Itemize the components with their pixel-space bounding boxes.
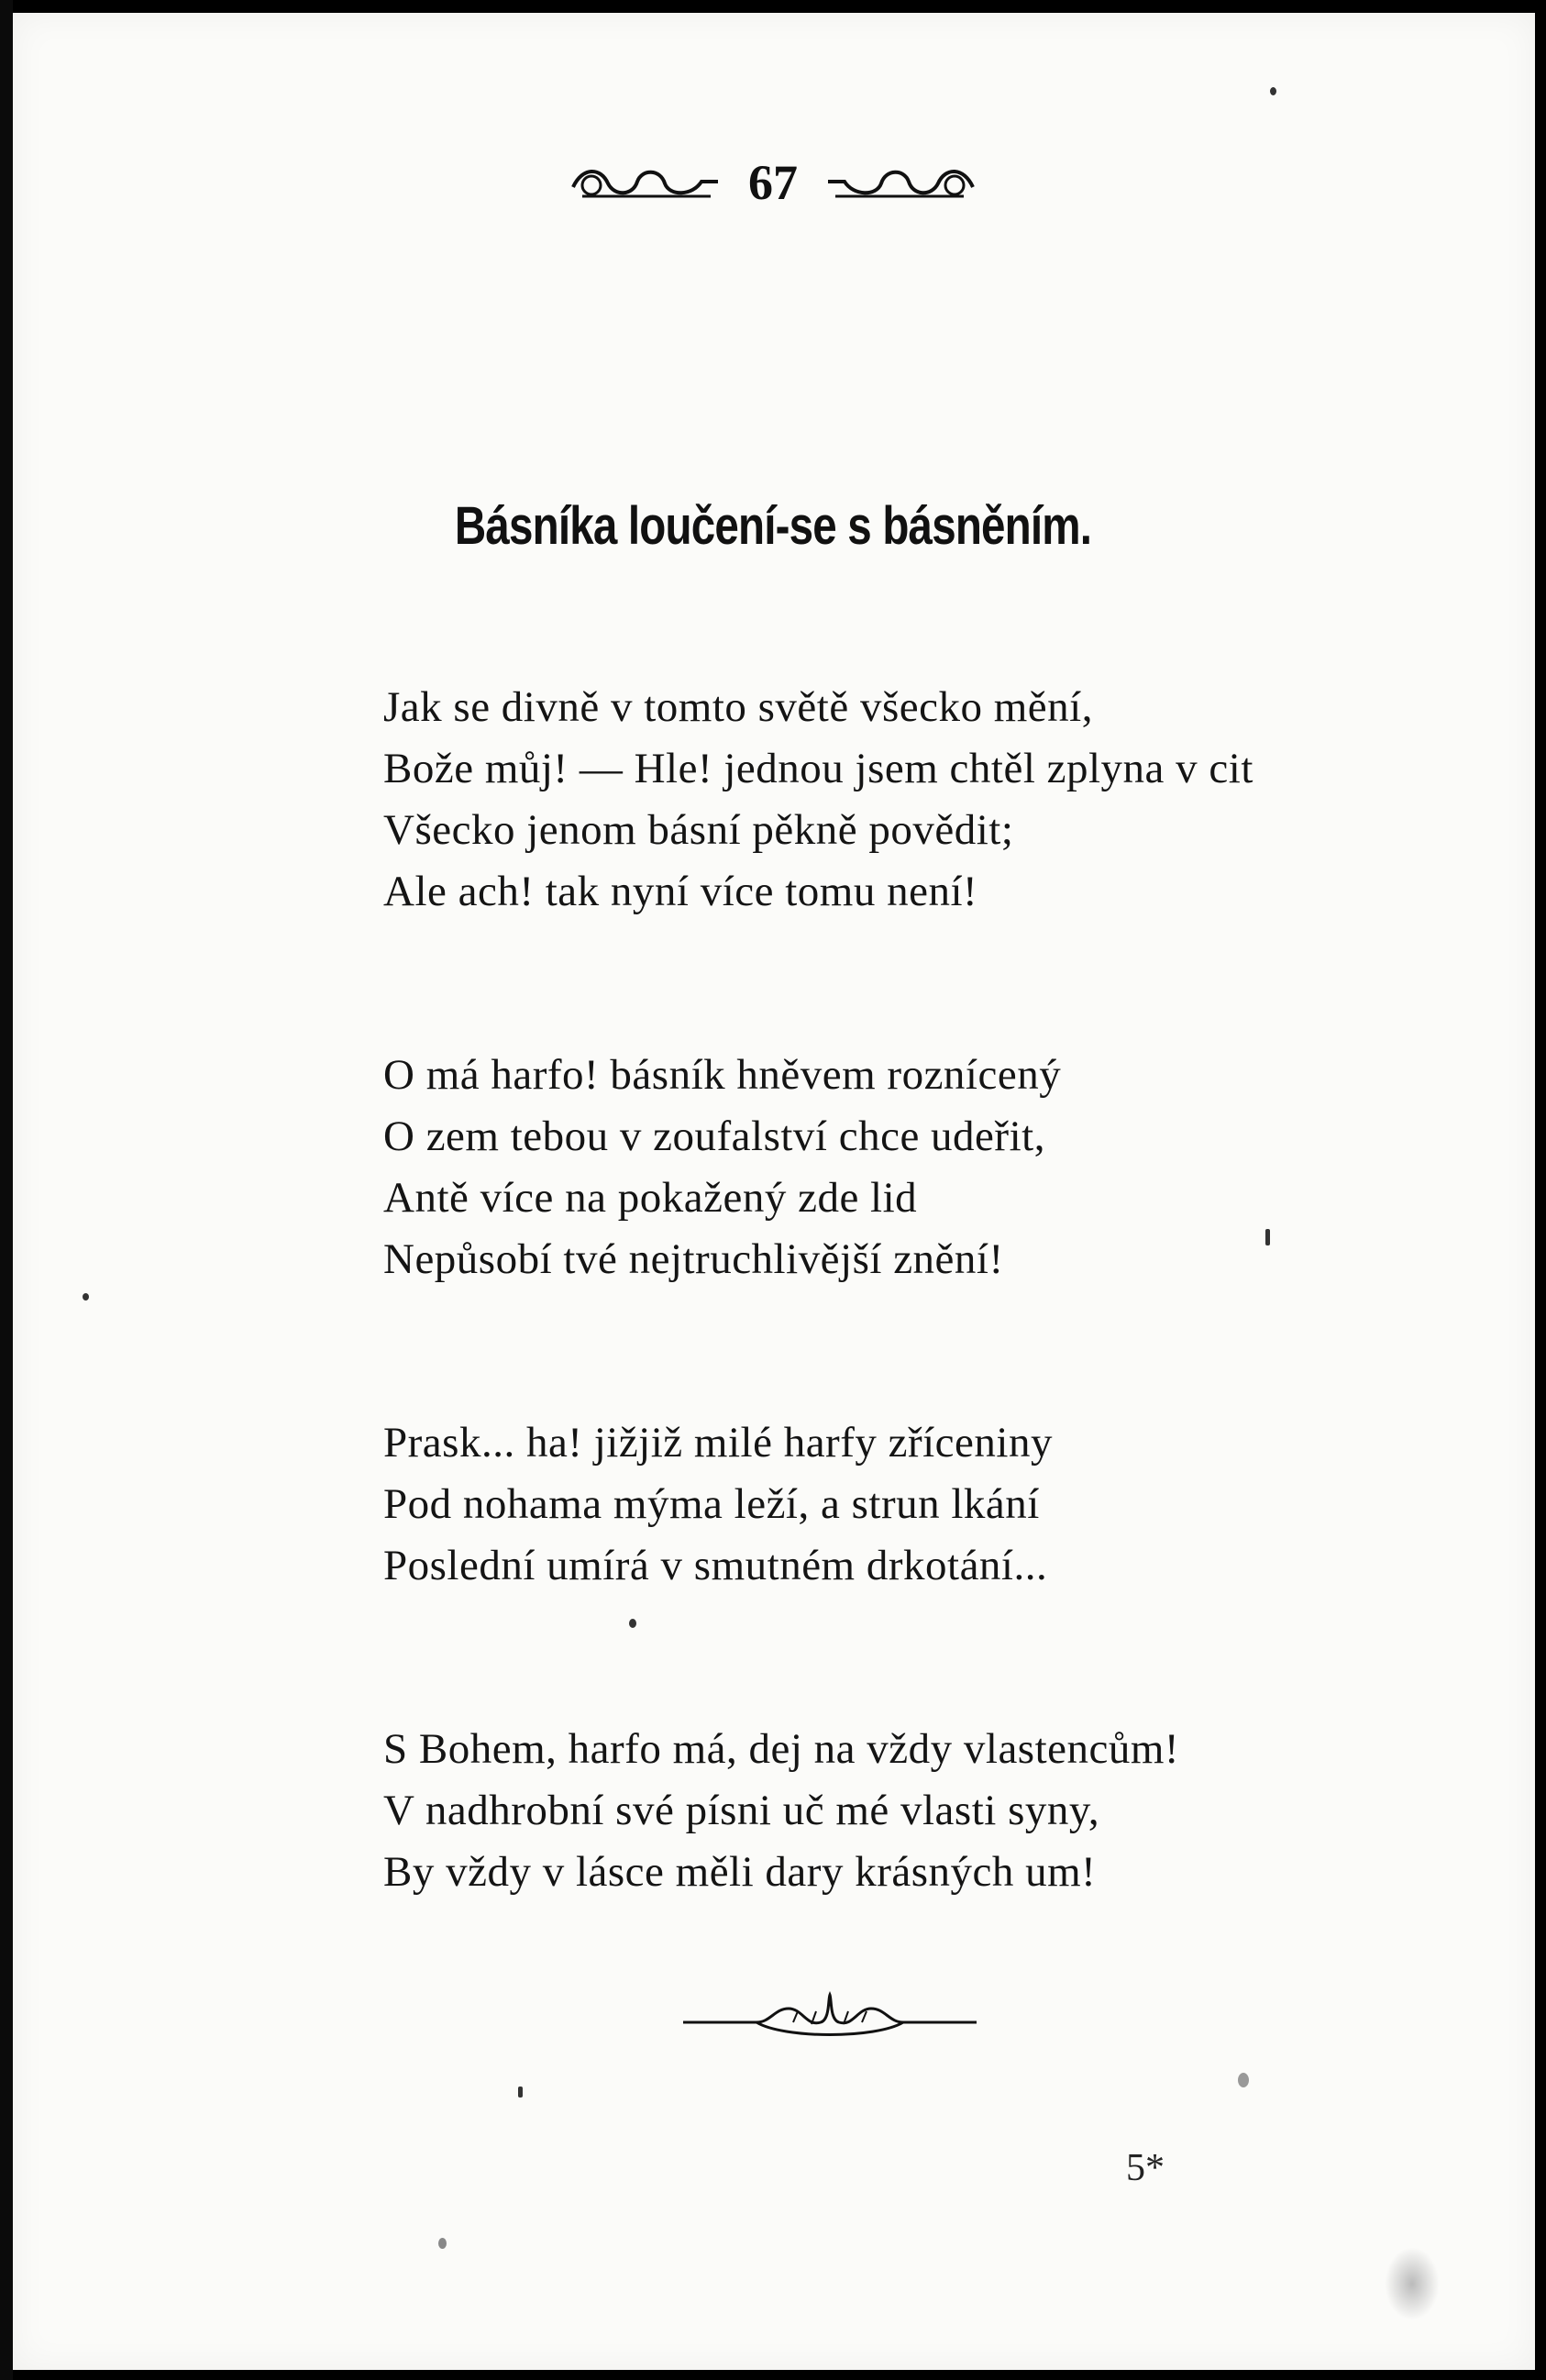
- verse-line: O má harfo! básník hněvem roznícený: [383, 1051, 1062, 1099]
- verse-line: Bože můj! — Hle! jednou jsem chtěl zplyna v cit: [383, 745, 1253, 792]
- page-number: 67: [748, 155, 798, 210]
- verse-line: Pod nohama mýma leží, a strun lkání: [383, 1480, 1040, 1528]
- paper-speck: [438, 2238, 447, 2249]
- verse-line: Všecko jenom básní pěkně povědit;: [383, 806, 1014, 854]
- left-ornament-icon: [564, 160, 724, 205]
- signature-mark: 5*: [1126, 2147, 1165, 2189]
- right-ornament-icon: [822, 160, 982, 205]
- verse-line: O zem tebou v zoufalství chce udeřit,: [383, 1113, 1045, 1160]
- paper-speck: [1385, 2247, 1440, 2320]
- verse-line: Poslední umírá v smutném drkotání...: [383, 1542, 1048, 1589]
- verse-line: Antě více na pokažený zde lid: [383, 1174, 918, 1222]
- verse-line: S Bohem, harfo má, dej na vždy vlastencům!: [383, 1725, 1180, 1773]
- paper-speck: [518, 2087, 523, 2098]
- poem-body: [383, 677, 1438, 2025]
- paper-speck: [1265, 1229, 1270, 1245]
- page-edge: [0, 0, 13, 2380]
- verse-line: By vždy v lásce měli dary krásných um!: [383, 1848, 1097, 1896]
- stanza: [383, 677, 1438, 923]
- verse-line: V nadhrobní své písni uč mé vlasti syny,: [383, 1787, 1100, 1834]
- end-ornament-icon: [683, 1986, 977, 2050]
- verse-line: Jak se divně v tomto světě všecko mění,: [383, 683, 1093, 731]
- stanza: [383, 1719, 1438, 1903]
- page-header: [0, 154, 1546, 211]
- verse-line: Ale ach! tak nyní více tomu není!: [383, 868, 978, 915]
- paper-speck: [629, 1619, 636, 1628]
- stanza: [383, 1412, 1438, 1597]
- verse-line: Nepůsobí tvé nejtruchlivější znění!: [383, 1235, 1004, 1283]
- stanza: [383, 1045, 1438, 1290]
- poem-title: Básníka loučení-se s básněním.: [454, 496, 1092, 556]
- paper-speck: [1238, 2073, 1249, 2087]
- verse-line: Prask... ha! jižjiž milé harfy zříceniny: [383, 1419, 1053, 1467]
- paper-speck: [83, 1293, 89, 1301]
- paper-speck: [1270, 87, 1276, 95]
